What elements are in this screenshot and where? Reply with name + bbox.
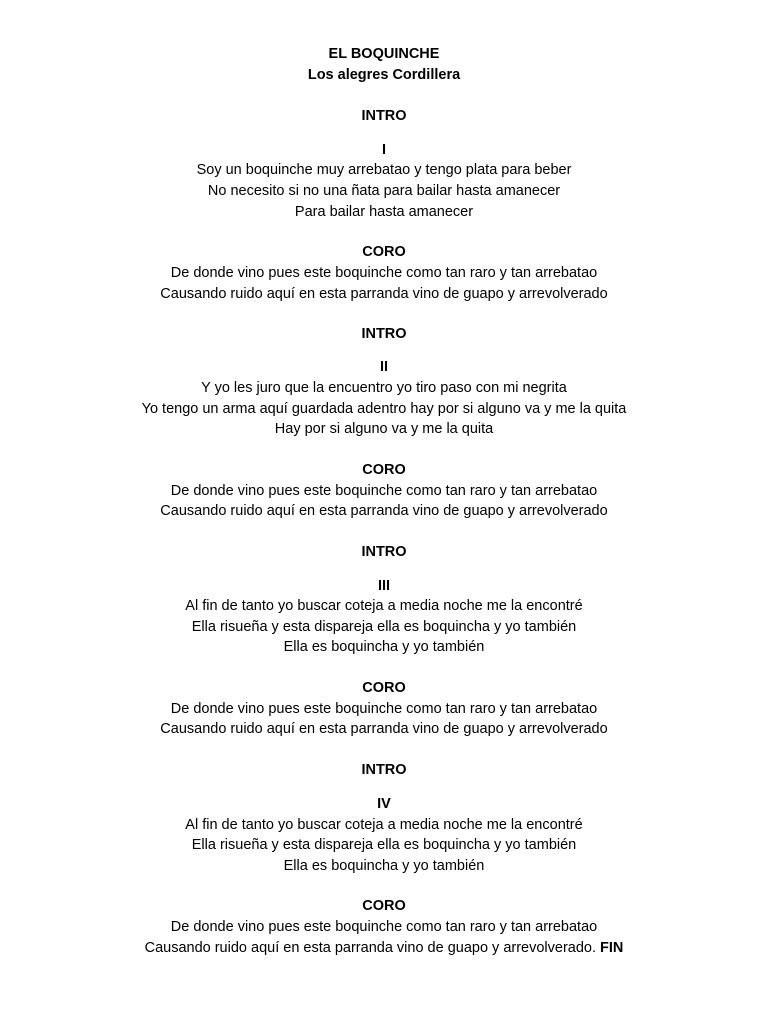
chorus-label: CORO [362, 680, 406, 696]
lyric-line: De donde vino pues este boquinche como tan raro y tan arrebatao [170, 919, 598, 935]
lyric-line: Causando ruido aquí en esta parranda vino de guapo y arrevolverado [160, 503, 608, 519]
lyric-line: No necesito si no una ñata para bailar hasta amanecer [207, 183, 561, 199]
verse-label: IV [377, 796, 391, 812]
song-artist: Los alegres Cordillera [307, 67, 461, 83]
lyric-line: Ella risueña y esta dispareja ella es boquincha y yo también [191, 837, 577, 853]
intro-label: INTRO [361, 762, 407, 778]
lyric-line: Ella es boquincha y yo también [283, 858, 485, 874]
lyric-line-text: Causando ruido aquí en esta parranda vino de guapo y arrevolverado. [144, 940, 597, 956]
verse-label: I [381, 142, 387, 158]
song-title: EL BOQUINCHE [328, 46, 440, 62]
chorus-label: CORO [362, 244, 406, 260]
verse-label: II [379, 359, 389, 375]
lyric-line: Ella risueña y esta dispareja ella es boquincha y yo también [191, 619, 577, 635]
fin-mark: FIN [600, 940, 624, 956]
lyric-line: Ella es boquincha y yo también [283, 639, 485, 655]
lyric-line: Para bailar hasta amanecer [294, 204, 474, 220]
lyric-line: Yo tengo un arma aquí guardada adentro hay por si alguno va y me la quita [141, 401, 627, 417]
chorus-label: CORO [362, 462, 406, 478]
chorus-label: CORO [362, 898, 406, 914]
lyric-line: Causando ruido aquí en esta parranda vino de guapo y arrevolverado [160, 286, 608, 302]
lyric-line: Al fin de tanto yo buscar coteja a media noche me la encontré [185, 598, 583, 614]
lyric-line: De donde vino pues este boquinche como tan raro y tan arrebatao [170, 701, 598, 717]
intro-label: INTRO [361, 544, 407, 560]
lyric-line: De donde vino pues este boquinche como tan raro y tan arrebatao [170, 483, 598, 499]
intro-label: INTRO [361, 108, 407, 124]
lyric-line: Soy un boquinche muy arrebatao y tengo plata para beber [196, 162, 572, 178]
verse-label: III [377, 578, 391, 594]
lyric-line: Al fin de tanto yo buscar coteja a media noche me la encontré [185, 817, 583, 833]
lyric-line: Y yo les juro que la encuentro yo tiro paso con mi negrita [201, 380, 567, 396]
lyric-line-final [0, 938, 768, 958]
lyric-line: Hay por si alguno va y me la quita [274, 421, 494, 437]
lyric-line: De donde vino pues este boquinche como tan raro y tan arrebatao [170, 265, 598, 281]
intro-label: INTRO [361, 326, 407, 342]
lyric-line: Causando ruido aquí en esta parranda vino de guapo y arrevolverado [160, 721, 608, 737]
